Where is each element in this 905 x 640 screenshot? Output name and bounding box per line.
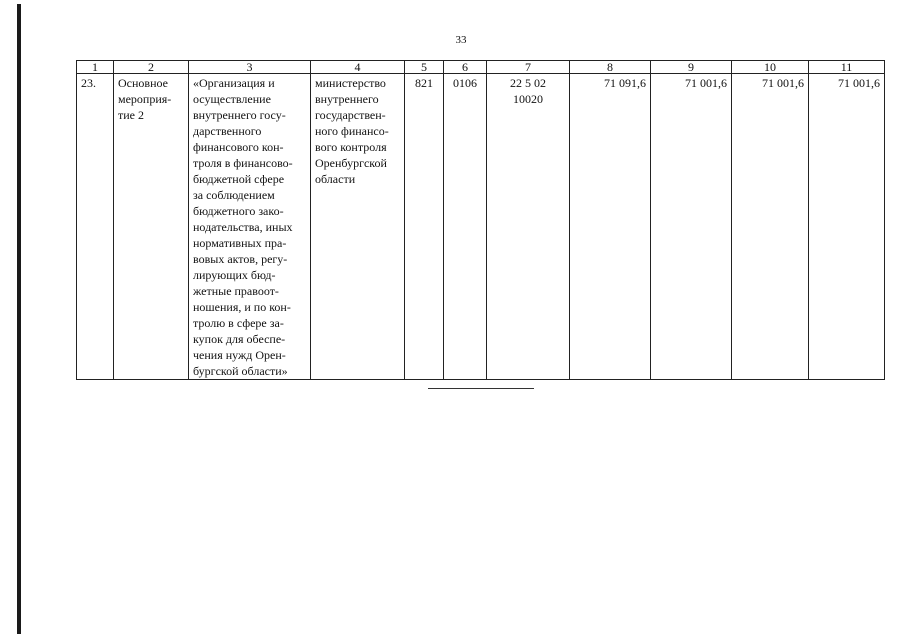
header-cell: 4 [311,61,405,74]
header-cell: 8 [570,61,651,74]
table-row [77,74,885,380]
header-cell: 7 [487,61,570,74]
row-value-col9: 71 001,6 [651,74,732,380]
row-grbs-code: 821 [405,74,444,380]
header-cell: 6 [444,61,487,74]
header-row [77,61,885,74]
row-value-col10: 71 001,6 [732,74,809,380]
header-cell: 5 [405,61,444,74]
end-divider [428,388,534,389]
header-cell: 11 [809,61,885,74]
page-number: 33 [455,34,467,46]
row-value-col11: 71 001,6 [809,74,885,380]
row-section-code: 0106 [444,74,487,380]
header-cell: 10 [732,61,809,74]
row-value-col8: 71 091,6 [570,74,651,380]
header-cell: 2 [114,61,189,74]
row-number: 23. [77,74,114,380]
row-executor: министерство внутреннего государствен- ного финансо- вого контроля Оренбургской области [311,74,405,380]
row-type: Основное мероприя- тие 2 [114,74,189,380]
header-cell: 3 [189,61,311,74]
row-target-article: 22 5 02 10020 [487,74,570,380]
budget-table [76,60,885,380]
header-cell: 1 [77,61,114,74]
row-name: «Организация и осуществление внутреннего госу- дарственного финансового кон- троля в финансово- бюджетной сфере за соблюдением бюджетного зако- нодательства, иных нормативных пра- вовых актов, регу- лирующих бюд- жетные правоот- ношения, и по кон- тролю в сфере за- купок для обеспе- чения нужд Орен- бургской области» [189,74,311,380]
scan-edge-bar [17,4,21,634]
header-cell: 9 [651,61,732,74]
